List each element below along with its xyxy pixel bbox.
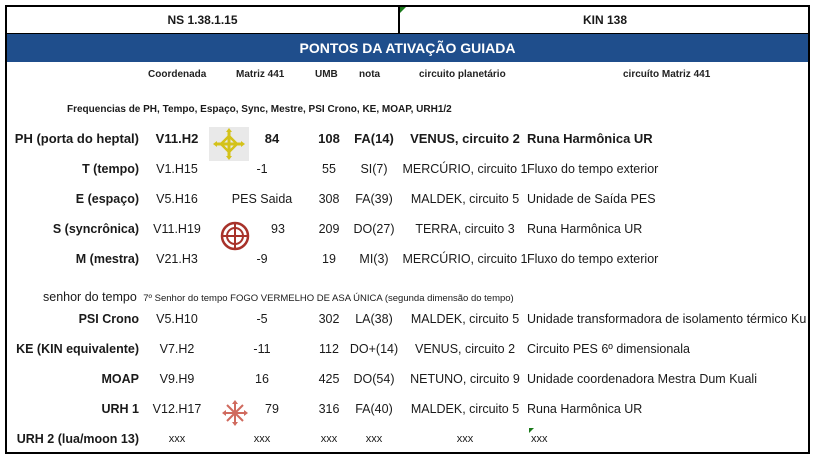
circuito-matriz-cell: Runa Harmônica UR	[527, 222, 643, 236]
umb-cell: 302	[318, 312, 340, 326]
table-row[interactable]	[7, 244, 808, 274]
circuito-cell: NETUNO, circuito 9	[410, 372, 520, 386]
col-header-matriz: Matriz 441	[236, 69, 285, 80]
red-arrows-glyph-icon	[221, 399, 249, 427]
circuito-matriz-cell: xxx	[531, 433, 548, 445]
yellow-cross-glyph-icon	[209, 127, 249, 161]
table-row[interactable]	[7, 304, 808, 334]
umb-cell: 55	[322, 162, 336, 176]
coord-cell: V11.H19	[153, 222, 201, 236]
row-label: PSI Crono	[78, 312, 139, 326]
circuito-cell: VENUS, circuito 2	[414, 342, 516, 356]
circuito-cell: MALDEK, circuito 5	[410, 402, 520, 416]
row-label: M (mestra)	[75, 252, 139, 266]
circuito-cell: TERRA, circuito 3	[415, 222, 515, 236]
row-label: KE (KIN equivalente)	[16, 342, 139, 356]
col-header-circuito-matriz: circuíto Matriz 441	[623, 69, 711, 80]
frequencies-note: Frequencias de PH, Tempo, Espaço, Sync, Mestre, PSI Crono, KE, MOAP, URH1/2	[67, 104, 452, 115]
circuito-matriz-cell: Unidade de Saída PES	[527, 192, 656, 206]
circuito-matriz-cell: Unidade transformadora de isolamento térmico Ku	[527, 312, 807, 326]
row-label: MOAP	[101, 372, 139, 386]
spreadsheet	[5, 5, 810, 454]
ns-cell[interactable]: NS 1.38.1.15	[7, 7, 400, 33]
nota-cell: xxx	[365, 433, 383, 445]
circuito-matriz-cell: Circuito PES 6º dimensionala	[527, 342, 690, 356]
col-header-nota: nota	[359, 69, 381, 80]
circuito-matriz-cell: Unidade coordenadora Mestra Dum Kuali	[527, 372, 757, 386]
row-label: S (syncrônica)	[52, 222, 139, 236]
row-label: URH 1	[101, 402, 139, 416]
nota-cell: DO(54)	[353, 372, 395, 386]
circuito-cell: xxx	[456, 433, 474, 445]
coord-cell: V5.H10	[156, 312, 198, 326]
matriz-cell: -11	[253, 342, 271, 356]
red-circle-cross-glyph-icon	[220, 221, 250, 251]
table-row[interactable]	[7, 124, 808, 154]
page-title: PONTOS DA ATIVAÇÃO GUIADA	[7, 33, 808, 62]
col-header-coordenada: Coordenada	[148, 69, 207, 80]
comment-indicator-icon	[529, 428, 534, 433]
umb-cell: 316	[318, 402, 340, 416]
nota-cell: LA(38)	[355, 312, 393, 326]
nota-cell: FA(40)	[355, 402, 393, 416]
nota-cell: DO+(14)	[349, 342, 399, 356]
table-row[interactable]	[7, 154, 808, 184]
coord-cell: V11.H2	[155, 131, 199, 146]
coord-cell: V1.H15	[156, 162, 198, 176]
coord-cell: V7.H2	[159, 342, 195, 356]
circuito-cell: MALDEK, circuito 5	[410, 312, 520, 326]
circuito-cell: MERCÚRIO, circuito 1	[402, 162, 528, 176]
umb-cell: 308	[318, 192, 340, 206]
matriz-cell: 79	[265, 402, 279, 416]
nota-cell: MI(3)	[359, 252, 389, 266]
matriz-cell: 93	[271, 222, 285, 236]
row-label: URH 2 (lua/moon 13)	[16, 432, 139, 446]
table-row[interactable]	[7, 364, 808, 394]
table-row[interactable]	[7, 184, 808, 214]
umb-cell: 209	[318, 222, 340, 236]
senhor-text: 7º Senhor do tempo FOGO VERMELHO DE ASA ÚNICA (segunda dimensão do tempo)	[143, 293, 514, 304]
col-header-umb: UMB	[315, 69, 338, 80]
matriz-cell: xxx	[253, 433, 271, 445]
coord-cell: V12.H17	[152, 402, 202, 416]
matriz-cell: 16	[255, 372, 269, 386]
coord-cell: V9.H9	[159, 372, 195, 386]
header-row	[7, 7, 810, 33]
matriz-cell: PES Saida	[231, 192, 293, 206]
circuito-cell: VENUS, circuito 2	[410, 131, 520, 146]
table-row[interactable]	[7, 394, 808, 424]
row-label: E (espaço)	[75, 192, 139, 206]
circuito-cell: MALDEK, circuito 5	[410, 192, 520, 206]
row-label: PH (porta do heptal)	[14, 131, 139, 146]
coord-cell: V21.H3	[156, 252, 198, 266]
umb-cell: 19	[322, 252, 336, 266]
kin-cell[interactable]: KIN 138	[582, 13, 628, 27]
circuito-cell: MERCÚRIO, circuito 1	[402, 252, 528, 266]
nota-cell: SI(7)	[360, 162, 388, 176]
row-label: T (tempo)	[82, 162, 139, 176]
coord-cell: V5.H16	[156, 192, 198, 206]
circuito-matriz-cell: Runa Harmônica UR	[527, 402, 643, 416]
senhor-label: senhor do tempo	[43, 290, 137, 304]
matriz-cell: 84	[264, 131, 280, 146]
umb-cell: xxx	[320, 433, 338, 445]
nota-cell: DO(27)	[353, 222, 395, 236]
nota-cell: FA(14)	[354, 131, 394, 146]
coord-cell: xxx	[168, 433, 186, 445]
circuito-matriz-cell: Fluxo do tempo exterior	[527, 162, 659, 176]
col-header-circuito: circuito planetário	[419, 69, 506, 80]
umb-cell: 112	[319, 342, 339, 356]
matriz-cell: -9	[256, 252, 268, 266]
circuito-matriz-cell: Fluxo do tempo exterior	[527, 252, 659, 266]
circuito-matriz-cell: Runa Harmônica UR	[527, 131, 653, 146]
umb-cell: 425	[318, 372, 340, 386]
umb-cell: 108	[318, 131, 340, 146]
matriz-cell: -5	[256, 312, 268, 326]
nota-cell: FA(39)	[355, 192, 393, 206]
table-row[interactable]	[7, 214, 808, 244]
table-row[interactable]	[7, 424, 808, 454]
matriz-cell: -1	[256, 162, 268, 176]
comment-indicator-icon	[400, 7, 406, 13]
table-row[interactable]	[7, 334, 808, 364]
